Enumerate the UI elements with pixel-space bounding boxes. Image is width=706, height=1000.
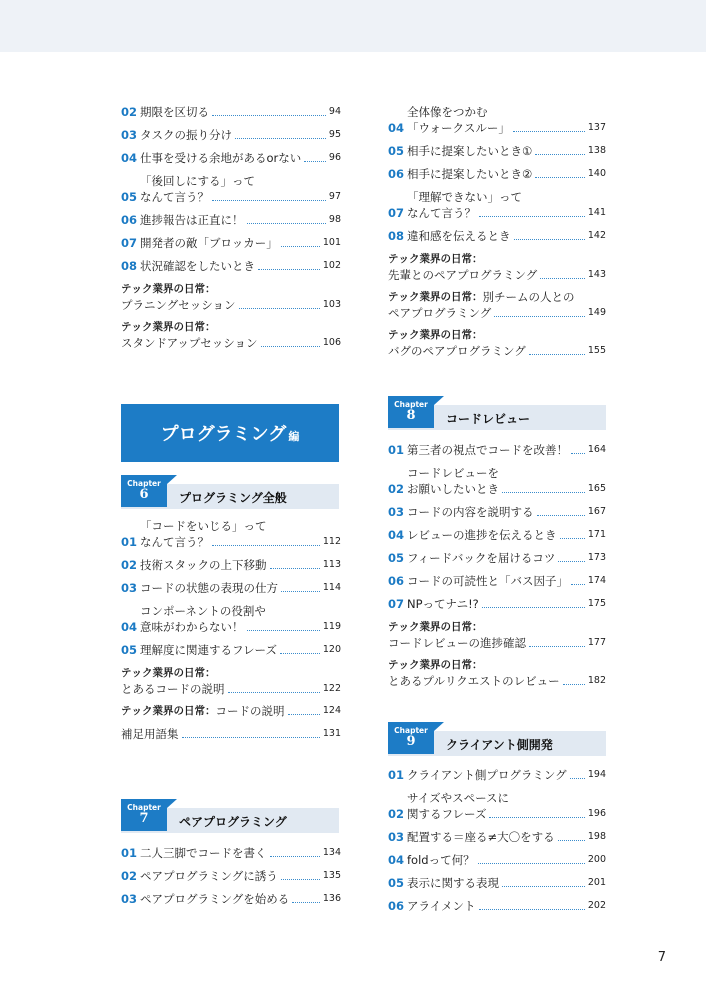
- chapter-number: 8: [406, 408, 416, 423]
- chapter-6-heading: [121, 479, 339, 509]
- leader-dots: [558, 840, 585, 841]
- page-number: 96: [328, 152, 341, 163]
- tech-daily-entry[interactable]: [388, 327, 606, 359]
- header-band: [0, 0, 706, 52]
- entry-text: タスクの振り分け: [140, 128, 232, 142]
- entry-text: 全体像をつかむ: [407, 105, 488, 119]
- page-number: 182: [587, 675, 606, 686]
- entry-text: コードレビューを: [407, 466, 499, 480]
- entry-number: 03: [121, 581, 138, 595]
- entry-text: ペアプログラミングを始める: [140, 892, 290, 906]
- chapter-number: 7: [139, 811, 149, 826]
- special-label: テック業界の日常：: [121, 283, 216, 295]
- leader-dots: [281, 879, 320, 880]
- entry-number: 01: [388, 443, 405, 457]
- toc-entry[interactable]: [121, 845, 341, 861]
- toc-entry[interactable]: [121, 258, 341, 274]
- entry-number: 07: [121, 236, 138, 250]
- entry-number: 05: [388, 551, 405, 565]
- entry-text: レビューの進捗を伝えるとき: [407, 528, 557, 542]
- special-text: バグのペアプログラミング: [388, 344, 526, 358]
- page-number: 103: [322, 299, 341, 310]
- page-number: 119: [322, 621, 341, 632]
- entry-text: 補足用語集: [121, 727, 179, 741]
- toc-entry[interactable]: [121, 235, 341, 251]
- leader-dots: [270, 568, 320, 569]
- page-number: 140: [587, 168, 606, 179]
- entry-text: フィードバックを届けるコツ: [407, 551, 556, 565]
- leader-dots: [228, 692, 320, 693]
- chapter-8-heading: [388, 400, 606, 430]
- entry-text: 状況確認をしたいとき: [140, 259, 255, 273]
- entry-number: 05: [121, 190, 138, 204]
- entry-text: なんて言う？: [407, 206, 476, 220]
- page-number: 149: [587, 307, 606, 318]
- page-number: 198: [587, 831, 606, 842]
- toc-entry[interactable]: [121, 603, 341, 635]
- entry-number: 04: [121, 151, 138, 165]
- toc-entry[interactable]: [121, 104, 341, 120]
- ch8-list: [388, 442, 606, 612]
- leader-dots: [540, 278, 585, 279]
- entry-text: 仕事を受ける余地があるorない: [140, 151, 302, 165]
- entry-text: 開発者の敵「ブロッカー」: [140, 236, 278, 250]
- page-number: 94: [328, 106, 341, 117]
- leader-dots: [502, 492, 585, 493]
- entry-text: 相手に提案したいとき②: [407, 167, 533, 181]
- leader-dots: [479, 216, 585, 217]
- toc-entry[interactable]: [388, 228, 606, 244]
- ch9-list: [388, 767, 606, 914]
- leader-dots: [212, 545, 320, 546]
- page-number: 194: [587, 769, 606, 780]
- page-number: 200: [587, 854, 606, 865]
- entry-number: 06: [388, 899, 405, 913]
- entry-text: 違和感を伝えるとき: [407, 229, 511, 243]
- entry-number: 05: [388, 876, 405, 890]
- leader-dots: [529, 354, 585, 355]
- page-number: 134: [322, 847, 341, 858]
- page-number: 120: [322, 644, 341, 655]
- entry-text: コードの内容を説明する: [407, 505, 534, 519]
- ch8-special: [388, 619, 606, 689]
- entry-number: 02: [121, 105, 138, 119]
- toc-right-column: [388, 104, 606, 365]
- page-number: 202: [587, 900, 606, 911]
- chapter-word: Chapter: [127, 479, 161, 488]
- ch7-list: [121, 845, 341, 907]
- page-number: 101: [322, 237, 341, 248]
- toc-entry[interactable]: [388, 527, 606, 543]
- page-number-footer: 7: [657, 950, 666, 965]
- page-number: 122: [322, 683, 341, 694]
- toc-entry[interactable]: [388, 829, 606, 845]
- leader-dots: [563, 684, 585, 685]
- toc-right-top-entries: [388, 104, 606, 244]
- special-label: テック業界の日常：: [388, 291, 483, 303]
- entry-text: 意味がわからない！: [140, 620, 244, 634]
- chapter-number: 9: [406, 734, 416, 749]
- entry-number: 02: [121, 558, 138, 572]
- entry-text: コードの可読性と「バス因子」: [407, 574, 568, 588]
- leader-dots: [235, 138, 326, 139]
- leader-dots: [280, 653, 320, 654]
- entry-number: 05: [121, 643, 138, 657]
- entry-number: 07: [388, 597, 405, 611]
- toc-entry[interactable]: [388, 550, 606, 566]
- page-number: 155: [587, 345, 606, 356]
- leader-dots: [514, 239, 585, 240]
- special-label: テック業界の日常：: [388, 329, 483, 341]
- leader-dots: [537, 515, 585, 516]
- page-number: 177: [587, 637, 606, 648]
- page-number: 114: [322, 582, 341, 593]
- tech-daily-entry[interactable]: [388, 657, 606, 689]
- toc-entry[interactable]: [388, 852, 606, 868]
- entry-text: なんて言う？: [140, 190, 209, 204]
- leader-dots: [247, 223, 326, 224]
- page-number: 173: [587, 552, 606, 563]
- page-number: 164: [587, 444, 606, 455]
- page-number: 137: [587, 122, 606, 133]
- page-number: 175: [587, 598, 606, 609]
- entry-number: 04: [388, 121, 405, 135]
- special-text: コードの説明: [215, 704, 285, 718]
- leader-dots: [560, 538, 585, 539]
- special-label: テック業界の日常：: [388, 253, 483, 265]
- chapter-6-badge: [121, 475, 167, 507]
- chapter-6-title: プログラミング全般: [179, 491, 287, 505]
- special-label: テック業界の日常：: [388, 621, 483, 633]
- entry-text: コードの状態の表現の仕方: [140, 581, 278, 595]
- toc-right-top-special: [388, 251, 606, 359]
- entry-text: コンポーネントの役割や: [140, 604, 266, 618]
- special-label-tail: 別チームの人との: [482, 290, 575, 304]
- chapter-word: Chapter: [127, 803, 161, 812]
- part-suffix: 編: [288, 430, 300, 443]
- leader-dots: [281, 591, 320, 592]
- entry-text: サイズやスペースに: [407, 791, 510, 805]
- special-label: テック業界の日常：: [121, 321, 216, 333]
- toc-entry[interactable]: [121, 891, 341, 907]
- special-text: とあるコードの説明: [121, 682, 225, 696]
- toc-entry[interactable]: [388, 767, 606, 783]
- entry-text: ペアプログラミングに誘う: [140, 869, 278, 883]
- entry-number: 02: [388, 482, 405, 496]
- chapter-8-badge: [388, 396, 434, 428]
- special-text: プラニングセッション: [121, 298, 236, 312]
- page-number: 102: [322, 260, 341, 271]
- entry-text: foldって何？: [407, 853, 475, 867]
- tech-daily-entry[interactable]: [121, 319, 341, 351]
- leader-dots: [281, 246, 320, 247]
- entry-number: 04: [121, 620, 138, 634]
- page-number: 136: [322, 893, 341, 904]
- special-text: ペアプログラミング: [388, 306, 492, 320]
- toc-entry[interactable]: [121, 173, 341, 205]
- chapter-9-entries: [388, 767, 606, 921]
- toc-entry[interactable]: [121, 580, 341, 596]
- page-number: 171: [587, 529, 606, 540]
- toc-entry[interactable]: [388, 790, 606, 822]
- entry-text: 二人三脚でコードを書く: [140, 846, 267, 860]
- entry-number: 03: [121, 128, 138, 142]
- entry-number: 05: [388, 144, 405, 158]
- chapter-9-title: クライアント側開発: [446, 738, 553, 752]
- chapter-9-badge: [388, 722, 434, 754]
- ch6-glossary-entry[interactable]: [121, 726, 341, 742]
- leader-dots: [535, 154, 585, 155]
- chapter-7-heading: [121, 803, 339, 833]
- page-number: 98: [328, 214, 341, 225]
- entry-text: なんて言う？: [140, 535, 209, 549]
- ch6-list: [121, 518, 341, 658]
- chapter-8-entries: [388, 442, 606, 695]
- leader-dots: [482, 607, 585, 608]
- toc-left-column: [121, 104, 341, 357]
- entry-number: 06: [121, 213, 138, 227]
- chapter-7-title: ペアプログラミング: [179, 815, 287, 829]
- entry-number: 02: [121, 869, 138, 883]
- special-label: テック業界の日常：: [388, 659, 483, 671]
- entry-text: 第三者の視点でコードを改善！: [407, 443, 568, 457]
- page-number: 131: [322, 728, 341, 739]
- leader-dots: [270, 856, 320, 857]
- chapter-word: Chapter: [394, 400, 428, 409]
- entry-text: 「後回しにする」って: [140, 174, 255, 188]
- part-title: プログラミング: [160, 424, 287, 445]
- leader-dots: [502, 886, 585, 887]
- entry-number: 01: [121, 535, 138, 549]
- toc-entry[interactable]: [388, 573, 606, 589]
- leader-dots: [292, 902, 320, 903]
- entry-number: 02: [388, 807, 405, 821]
- leader-dots: [558, 561, 585, 562]
- special-text: 先輩とのペアプログラミング: [388, 268, 538, 282]
- entry-text: 「コードをいじる」って: [140, 519, 267, 533]
- leader-dots: [212, 115, 326, 116]
- entry-number: 06: [388, 167, 405, 181]
- entry-number: 07: [388, 206, 405, 220]
- entry-number: 06: [388, 574, 405, 588]
- toc-entry[interactable]: [121, 518, 341, 550]
- entry-number: 03: [121, 892, 138, 906]
- ch6-inline-special[interactable]: [121, 703, 341, 719]
- leader-dots: [304, 161, 326, 162]
- leader-dots: [529, 646, 585, 647]
- tech-daily-entry[interactable]: [388, 251, 606, 283]
- leader-dots: [247, 630, 320, 631]
- toc-entry[interactable]: [121, 127, 341, 143]
- entry-number: 04: [388, 853, 405, 867]
- entry-text: 「理解できない」って: [407, 190, 522, 204]
- entry-text: 期限を区切る: [140, 105, 209, 119]
- page-number: 124: [322, 705, 341, 716]
- tech-daily-entry[interactable]: [388, 619, 606, 651]
- chapter-9-heading: [388, 726, 606, 756]
- leader-dots: [212, 200, 326, 201]
- leader-dots: [479, 909, 585, 910]
- tech-daily-entry[interactable]: [388, 289, 606, 321]
- special-text: とあるプルリクエストのレビュー: [388, 674, 560, 688]
- toc-entry[interactable]: [121, 642, 341, 658]
- toc-entry[interactable]: [121, 150, 341, 166]
- page-number: 142: [587, 230, 606, 241]
- toc-entry[interactable]: [388, 166, 606, 182]
- toc-entry[interactable]: [388, 596, 606, 612]
- page-number: 141: [587, 207, 606, 218]
- page-number: 135: [322, 870, 341, 881]
- page-number: 112: [322, 536, 341, 547]
- entry-text: 理解度に関連するフレーズ: [140, 643, 277, 657]
- toc-entry[interactable]: [388, 189, 606, 221]
- entry-text: NPってナニ!?: [407, 597, 479, 611]
- entry-text: 配置する＝座る≠大〇をする: [407, 830, 555, 844]
- leader-dots: [258, 269, 320, 270]
- page-number: 97: [328, 191, 341, 202]
- page-number: 95: [328, 129, 341, 140]
- toc-entry[interactable]: [388, 442, 606, 458]
- leader-dots: [571, 453, 585, 454]
- special-text: スタンドアップセッション: [121, 336, 258, 350]
- leader-dots: [494, 316, 585, 317]
- entry-number: 01: [121, 846, 138, 860]
- page-number: 165: [587, 483, 606, 494]
- chapter-7-badge: [121, 799, 167, 831]
- leader-dots: [478, 863, 585, 864]
- leader-dots: [489, 817, 584, 818]
- toc-entry[interactable]: [121, 212, 341, 228]
- part-heading: [121, 404, 339, 462]
- entry-number: 03: [388, 830, 405, 844]
- entry-number: 08: [121, 259, 138, 273]
- special-label: テック業界の日常：: [121, 705, 216, 717]
- leader-dots: [261, 346, 320, 347]
- toc-entry[interactable]: [388, 504, 606, 520]
- toc-left-top-special: [121, 281, 341, 351]
- entry-text: 技術スタックの上下移動: [140, 558, 267, 572]
- toc-entry[interactable]: [388, 465, 606, 497]
- page-number: 143: [587, 269, 606, 280]
- special-text: コードレビューの進捗確認: [388, 636, 526, 650]
- toc-entry[interactable]: [388, 875, 606, 891]
- page-number: 138: [587, 145, 606, 156]
- entry-text: 「ウォークスルー」: [407, 121, 510, 135]
- leader-dots: [239, 308, 320, 309]
- entry-text: 関するフレーズ: [407, 807, 487, 821]
- special-label: テック業界の日常：: [121, 667, 216, 679]
- toc-entry[interactable]: [388, 104, 606, 136]
- page-number: 174: [587, 575, 606, 586]
- chapter-6-entries: [121, 518, 341, 742]
- page-number: 106: [322, 337, 341, 348]
- page-number: 167: [587, 506, 606, 517]
- toc-entry[interactable]: [388, 143, 606, 159]
- entry-number: 01: [388, 768, 405, 782]
- leader-dots: [513, 131, 585, 132]
- tech-daily-entry[interactable]: [121, 665, 341, 697]
- page-number: 196: [587, 808, 606, 819]
- entry-text: クライアント側プログラミング: [407, 768, 567, 782]
- leader-dots: [571, 584, 585, 585]
- page-number: 113: [322, 559, 341, 570]
- toc-entry[interactable]: [388, 898, 606, 914]
- entry-number: 03: [388, 505, 405, 519]
- toc-left-top-entries: [121, 104, 341, 274]
- chapter-8-title: コードレビュー: [446, 412, 531, 426]
- chapter-number: 6: [139, 487, 149, 502]
- entry-text: お願いしたいとき: [407, 482, 499, 496]
- chapter-word: Chapter: [394, 726, 428, 735]
- leader-dots: [570, 778, 585, 779]
- entry-text: アライメント: [407, 899, 476, 913]
- toc-entry[interactable]: [121, 557, 341, 573]
- entry-number: 08: [388, 229, 405, 243]
- ch6-special: [121, 665, 341, 697]
- entry-number: 04: [388, 528, 405, 542]
- leader-dots: [535, 177, 585, 178]
- entry-text: 相手に提案したいとき①: [407, 144, 533, 158]
- page-number: 201: [587, 877, 606, 888]
- entry-text: 進捗報告は正直に！: [140, 213, 244, 227]
- toc-entry[interactable]: [121, 868, 341, 884]
- tech-daily-entry[interactable]: [121, 281, 341, 313]
- chapter-7-entries: [121, 845, 341, 914]
- entry-text: 表示に関する表現: [407, 876, 499, 890]
